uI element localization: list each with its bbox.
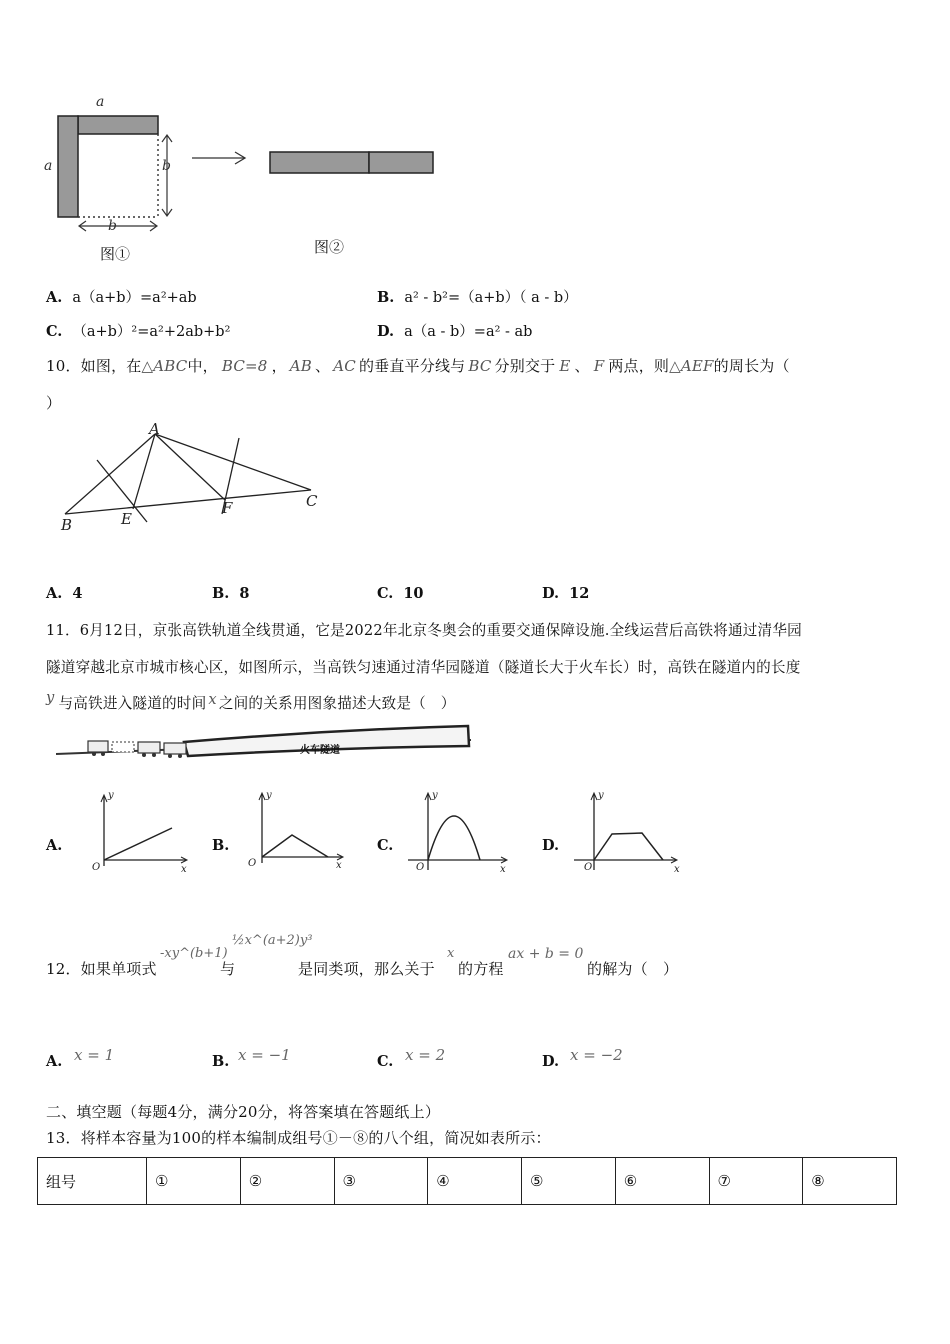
q10-option-a-letter: A. (46, 585, 63, 602)
table-cell: ③ (334, 1158, 428, 1205)
q11-option-c (377, 837, 403, 854)
q11-graph-d-line (594, 833, 663, 860)
q11-graph-a-y: y (108, 790, 114, 801)
q10-option-c (377, 585, 424, 602)
q11-graph-a-x: x (181, 864, 187, 875)
q10-text-d: 分别交于 (494, 357, 556, 375)
q9-option-d-letter: D. (377, 323, 395, 340)
q10-text-e: 两点，则 (608, 357, 670, 375)
q11-option-b-letter: B. (212, 837, 230, 854)
q11-graph-b-o: O (248, 858, 257, 869)
q10-text-b: 中， (187, 357, 218, 375)
q13-stem: 13．将样本容量为100的样本编制成组号①－⑧的八个组，简况如表所示： (46, 1129, 551, 1147)
q11-graph-d-y: y (598, 790, 604, 801)
q9-label-a-left: a (44, 158, 53, 174)
table-cell: ② (240, 1158, 334, 1205)
q12-option-d (542, 1053, 569, 1070)
q12-option-b-letter: B. (212, 1053, 230, 1070)
q10-ac: AC (333, 357, 356, 375)
q9-label-a-top: a (96, 94, 105, 110)
table-row (38, 1158, 897, 1205)
table-cell: ⑥ (615, 1158, 709, 1205)
table-cell: ⑧ (803, 1158, 897, 1205)
q10-option-d-text: 12 (569, 585, 590, 602)
q10-option-b (212, 585, 249, 602)
q9-option-c-letter: C. (46, 323, 63, 340)
q12-option-a (46, 1053, 72, 1070)
table-cell: ① (147, 1158, 241, 1205)
q10-option-a (46, 585, 82, 602)
q11-graph-b-x: x (336, 860, 342, 871)
q10-label-F: F (222, 499, 233, 517)
q10-option-d-letter: D. (542, 585, 560, 602)
q12-text-and: 与 (220, 960, 236, 978)
q9-option-c-text: （a+b）²=a²+2ab+b² (72, 324, 231, 340)
q10-e: E (559, 357, 571, 375)
q11-graph-c-o: O (416, 862, 425, 873)
q9-rectangle-left (270, 152, 369, 173)
q10-stem-line2: ） (46, 394, 62, 412)
q11-graph-d-o: O (584, 862, 593, 873)
q10-option-a-text: 4 (72, 585, 83, 602)
q10-label-B: B (61, 516, 73, 534)
q10-option-b-letter: B. (212, 585, 230, 602)
q11-graph-c-curve (428, 816, 480, 860)
q11-graph-a (86, 790, 196, 885)
q10-ab: AB (289, 357, 313, 375)
q9-option-d (377, 320, 532, 341)
q12-option-d-letter: D. (542, 1053, 560, 1070)
q11-option-c-letter: C. (377, 837, 394, 854)
q12-text-mid2: 的方程 (458, 960, 504, 978)
q9-option-b-letter: B. (377, 289, 395, 306)
q10-option-c-letter: C. (377, 585, 394, 602)
q11-stem-line3 (46, 689, 456, 713)
q9-option-b-text: a² - b²=（a+b）（ a - b） (404, 290, 578, 306)
q12-option-c (377, 1053, 403, 1070)
q12-text-end: 的解为（ ） (587, 960, 679, 978)
q12-monomial-1: -xy^(b+1) (160, 946, 228, 961)
q12-text-mid: 是同类项，那么关于 (298, 960, 435, 978)
q12-option-c-letter: C. (377, 1053, 394, 1070)
q10-triangle-figure (55, 418, 335, 538)
table-cell: ⑤ (522, 1158, 616, 1205)
q11-stem-line1: 11．6月12日，京张高铁轨道全线贯通，它是2022年北京冬奥会的重要交通保障设施.全线运营后高铁将通过清华园 (46, 622, 802, 639)
q11-option-d-letter: D. (542, 837, 560, 854)
q9-option-a-letter: A. (46, 289, 63, 306)
q11-tunnel-label: 火车隧道 (300, 745, 340, 756)
q9-fig1-label: 图① (100, 245, 131, 263)
q12-monomial-2: ½x^(a+2)y³ (232, 933, 313, 948)
q11-graph-b-y: y (266, 790, 272, 801)
q9-fig2-label: 图② (314, 238, 345, 256)
q12-var-x: x (447, 946, 455, 961)
q11-graph-c-x: x (500, 864, 506, 875)
q9-option-d-text: a（a - b）=a² - ab (404, 324, 533, 340)
q13-table (37, 1157, 897, 1205)
q10-label-C: C (306, 492, 318, 510)
q9-square-left-bar (58, 116, 78, 217)
q9-label-b-bottom: b (108, 218, 117, 234)
q9-rectangle-right (369, 152, 433, 173)
q11-option-d (542, 837, 569, 854)
q9-square-top-bar (78, 116, 158, 134)
q11-stem-line2: 隧道穿越北京市城市核心区，如图所示，当高铁匀速通过清华园隧道（隧道长大于火车长）时，高铁在隧道内的长度 (46, 659, 801, 676)
q10-sep3: 、 (574, 357, 590, 375)
q10-text-a: 10．如图，在 (46, 357, 142, 375)
q10-bc: BC (468, 357, 492, 375)
q11-tunnel-picture (56, 722, 476, 764)
section2-title: 二、填空题（每题4分，满分20分，将答案填在答题纸上） (46, 1103, 441, 1121)
q9-label-b-right: b (162, 158, 171, 174)
q10-option-b-text: 8 (239, 585, 250, 602)
q10-text-c: 的垂直平分线与 (358, 357, 466, 375)
q11-graph-a-o: O (92, 862, 101, 873)
q11-text-a: 与高铁进入隧道的时间 (58, 695, 207, 712)
q10-tri-abc: △ABC (141, 357, 188, 375)
q10-label-E: E (121, 510, 132, 528)
q10-tri-aef: △AEF (669, 357, 714, 375)
q12-option-a-letter: A. (46, 1053, 63, 1070)
q11-option-b (212, 837, 239, 854)
table-cell: ⑦ (709, 1158, 803, 1205)
q12-option-a-text: x = 1 (74, 1046, 115, 1064)
q10-sep1: ， (271, 357, 287, 375)
q11-text-b: 之间的关系用图象描述大致是（ ） (218, 695, 456, 712)
q12-option-b (212, 1053, 239, 1070)
q10-bc8: BC=8 (221, 357, 268, 375)
q10-sep2: 、 (315, 357, 331, 375)
q9-option-a (46, 286, 197, 307)
q12-text-pre: 12．如果单项式 (46, 960, 157, 978)
q12-option-d-text: x = −2 (570, 1046, 623, 1064)
table-cell: ④ (428, 1158, 522, 1205)
q11-option-a-letter: A. (46, 837, 63, 854)
q10-option-c-text: 10 (403, 585, 424, 602)
q11-graph-b-line (262, 835, 328, 857)
q11-graph-a-line (104, 828, 172, 860)
q10-label-A: A (149, 420, 160, 438)
q10-f: F (593, 357, 605, 375)
q10-text-f: 的周长为（ (713, 357, 790, 375)
q12-equation: ax + b = 0 (508, 946, 584, 962)
q11-option-a (46, 837, 72, 854)
q11-var-y: y (46, 689, 55, 706)
q9-option-b (377, 286, 578, 307)
q10-option-d (542, 585, 589, 602)
q10-stem-line1 (46, 355, 790, 376)
q11-graph-d-x: x (674, 864, 680, 875)
q9-option-c (46, 320, 230, 341)
table-cell: 组号 (38, 1158, 147, 1205)
q12-option-b-text: x = −1 (238, 1046, 291, 1064)
q11-graph-c-y: y (432, 790, 438, 801)
q12-option-c-text: x = 2 (405, 1046, 446, 1064)
q9-option-a-text: a（a+b）=a²+ab (72, 290, 197, 306)
q11-var-x: x (208, 691, 217, 708)
